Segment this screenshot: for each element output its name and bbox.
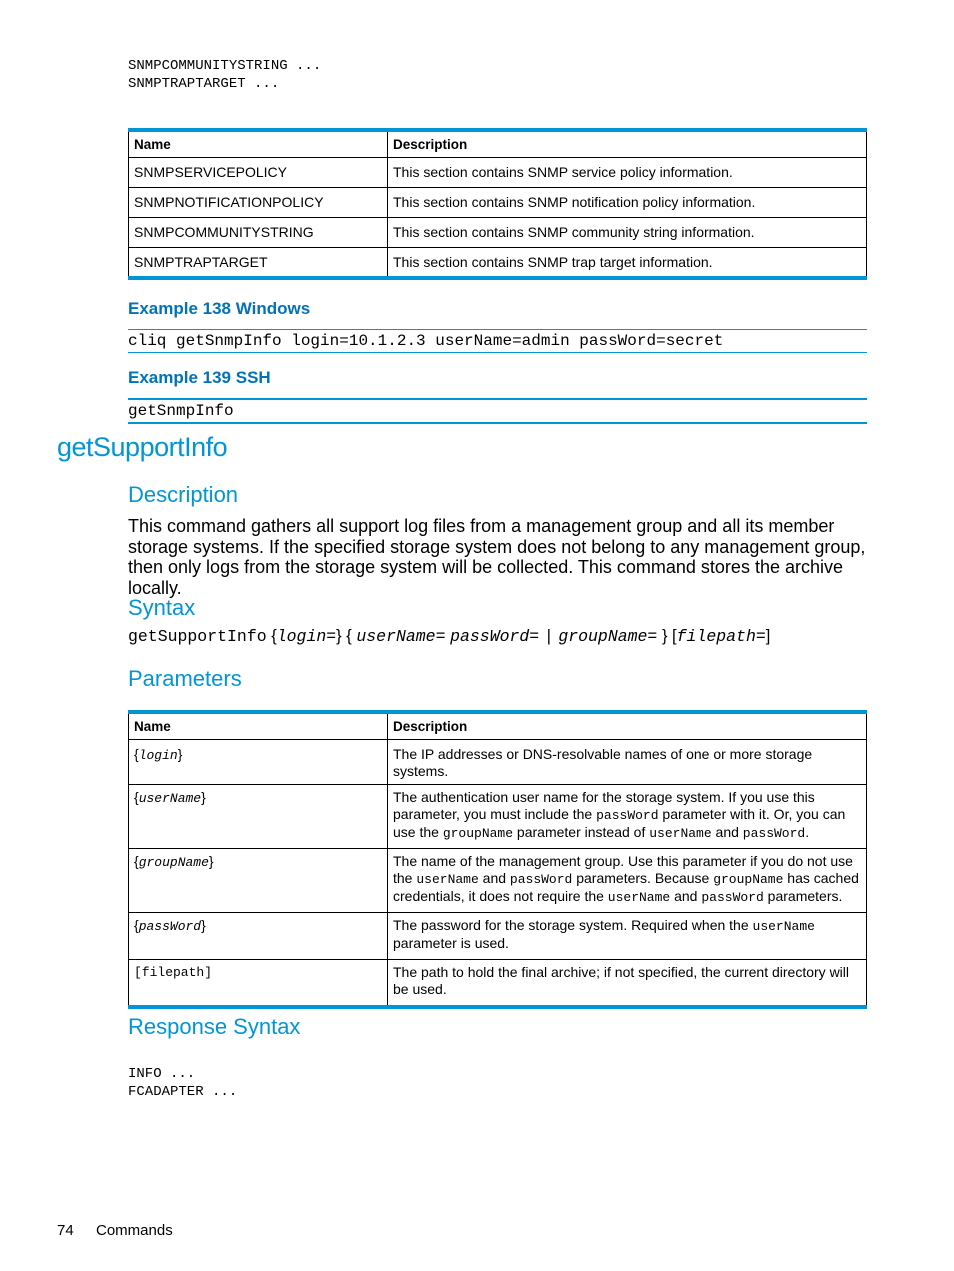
parameters-table [128,710,867,1009]
param-desc-groupname: The name of the management group. Use this parameter if you do not use the userName and passWord parameters. Because groupName has cached credentials, it does not require the userName and passWord parameters. [388,849,867,913]
syntax-login: login= [276,627,337,646]
code-line: SNMPCOMMUNITYSTRING ... [128,58,322,74]
param-name-login: {login} [129,740,388,785]
code-line: FCADAPTER ... [128,1084,238,1100]
param-name-username: {userName} [129,785,388,849]
snmp-sections-table [128,128,867,280]
response-syntax-heading: Response Syntax [128,1014,301,1039]
cell-description: This section contains SNMP notification policy information. [388,188,867,218]
table-row [129,218,867,248]
syntax-command: getSupportInfo [128,627,267,646]
param-desc-login: The IP addresses or DNS-resolvable names of one or more storage systems. [388,740,867,785]
code-snippet-top [128,57,321,93]
description-text: This command gathers all support log files from a management group and all its member storage systems. If the specified storage system does not belong to any management group, then only logs from the storage system will be collected. This command stores the archive locally. [128,516,866,598]
footer-section: Commands [96,1222,173,1239]
table-row [129,785,867,849]
syntax-bracket: ] [765,627,771,645]
table-header-row [129,712,867,740]
table-header-row [129,130,867,158]
param-name-filepath: [filepath] [129,960,388,1007]
syntax-filepath: filepath= [676,627,766,646]
table-row [129,158,867,188]
table-row [129,913,867,960]
table-row [129,960,867,1007]
param-desc-username: The authentication user name for the storage system. If you use this parameter, you must include the passWord parameter with it. Or, you can use the groupName parameter instead of userName and passWord. [388,785,867,849]
table-row [129,849,867,913]
cell-name: SNMPNOTIFICATIONPOLICY [129,188,388,218]
code-line: INFO ... [128,1066,196,1082]
section-title: getSupportInfo [57,432,228,462]
example-139-title: Example 139 SSH [128,368,271,387]
cell-description: This section contains SNMP community string information. [388,218,867,248]
example-138-code: cliq getSnmpInfo login=10.1.2.3 userName=admin passWord=secret [128,329,867,353]
param-desc-password: The password for the storage system. Required when the userName parameter is used. [388,913,867,960]
param-desc-filepath: The path to hold the final archive; if not specified, the current directory will be used. [388,960,867,1007]
cell-description: This section contains SNMP trap target information. [388,248,867,278]
syntax-brace: } [336,627,342,645]
column-header-description: Description [388,130,867,158]
example-138-title: Example 138 Windows [128,299,311,318]
table-row [129,188,867,218]
cell-name: SNMPTRAPTARGET [129,248,388,278]
cell-name: SNMPCOMMUNITYSTRING [129,218,388,248]
syntax-line [128,627,770,646]
column-header-description: Description [388,712,867,740]
syntax-heading: Syntax [128,595,196,620]
param-name-password: {passWord} [129,913,388,960]
syntax-username: userName= [356,627,446,646]
syntax-groupname: groupName= [558,627,658,646]
parameters-heading: Parameters [128,666,242,691]
syntax-pipe: | [543,627,554,646]
table-row [129,248,867,278]
column-header-name: Name [129,130,388,158]
param-name-groupname: {groupName} [129,849,388,913]
page-number: 74 [57,1222,74,1239]
syntax-password: passWord= [450,627,540,646]
syntax-brace: { [271,627,277,645]
code-line: SNMPTRAPTARGET ... [128,76,280,92]
response-code [128,1065,237,1101]
syntax-brace: { [346,627,352,645]
column-header-name: Name [129,712,388,740]
description-heading: Description [128,482,239,507]
table-row [129,740,867,785]
cell-name: SNMPSERVICEPOLICY [129,158,388,188]
syntax-bracket: [ [672,627,677,645]
syntax-brace: } [661,627,668,645]
example-139-code: getSnmpInfo [128,398,867,424]
cell-description: This section contains SNMP service policy information. [388,158,867,188]
